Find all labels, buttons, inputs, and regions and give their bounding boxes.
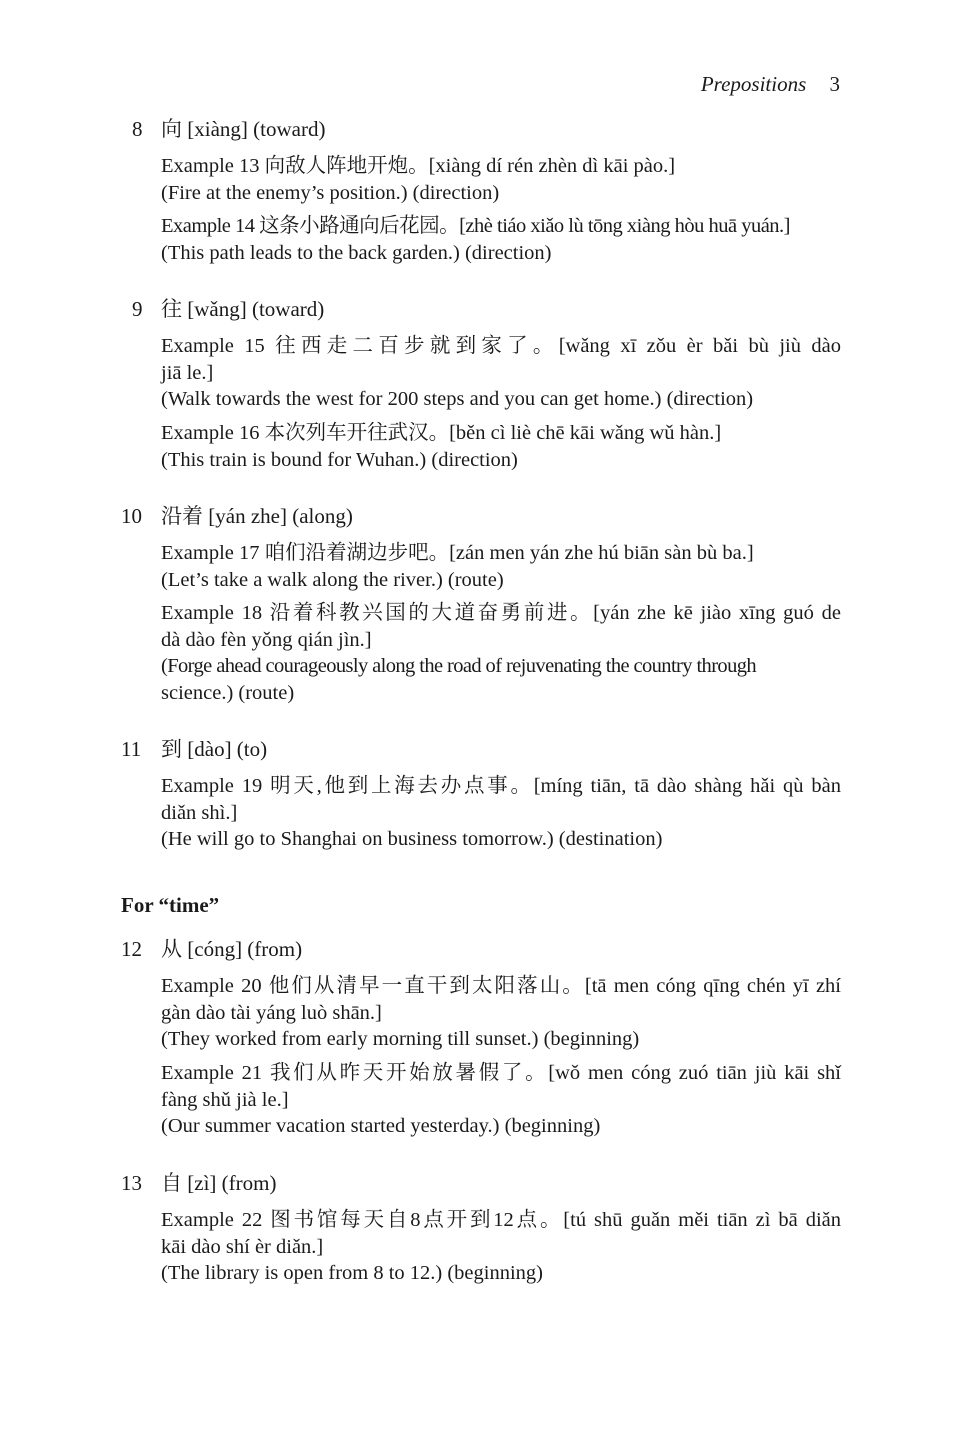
entry-heading-10: 10 沿着 [yán zhe] (along) (121, 504, 353, 528)
example-17: Example 17 咱们沿着湖边步吧。[zán men yán zhe hú biān sàn bù ba.] (Let’s take a walk along the river.) (route) (161, 542, 754, 591)
entry-heading-13: 13 自 [zì] (from) (121, 1171, 277, 1195)
chapter-title: Prepositions (700, 72, 807, 96)
example-18: Example 18 沿着科教兴国的大道奋勇前进。[yán zhe kē jiào xīng guó de dà dào fèn yǒng qián jìn.] (Forge ahead courageously along the road of rejuvenating the country through science.) (route) (161, 602, 841, 704)
entry-heading-12: 12 从 [cóng] (from) (121, 937, 303, 961)
page-number: 3 (829, 72, 840, 96)
example-21: Example 21 我们从昨天开始放暑假了。[wǒ men cóng zuó tiān jiù kāi shǐ fàng shǔ jià le.] (Our summer vacation started yesterday.) (beginning) (161, 1062, 841, 1137)
example-16: Example 16 本次列车开往武汉。[běn cì liè chē kāi wǎng wǔ hàn.] (This train is bound for Wuhan.) (direction) (161, 422, 722, 471)
example-13: Example 13 向敌人阵地开炮。[xiàng dí rén zhèn dì kāi pào.] (Fire at the enemy’s position.) (direction) (161, 155, 676, 204)
example-20: Example 20 他们从清早一直干到太阳落山。[tā men cóng qīng chén yī zhí gàn dào tài yáng luò shān.] (They worked from early morning till sunset.) (beginning) (161, 975, 841, 1050)
example-19: Example 19 明天,他到上海去办点事。[míng tiān, tā dào shàng hǎi qù bàn diǎn shì.] (He will go to Shanghai on business tomorrow.) (destination) (161, 775, 841, 850)
example-22: Example 22 图书馆每天自8点开到12点。[tú shū guǎn měi tiān zì bā diǎn kāi dào shí èr diǎn.] (The library is open from 8 to 12.) (beginning) (161, 1209, 841, 1284)
example-14: Example 14 这条小路通向后花园。[zhè tiáo xiǎo lù tōng xiàng hòu huā yuán.] (This path leads to the back garden.) (direction) (161, 215, 791, 264)
section-heading-time: For “time” (121, 893, 220, 917)
entry-heading-9: 9 往 [wǎng] (toward) (132, 297, 325, 321)
running-header (701, 72, 840, 97)
entry-heading-11: 11 到 [dào] (to) (121, 737, 268, 761)
entry-heading-8: 8 向 [xiàng] (toward) (132, 117, 326, 141)
example-15: Example 15 往西走二百步就到家了。[wǎng xī zǒu èr bǎi bù jiù dào jiā le.] (Walk towards the west for 200 steps and you can get home.) (direction) (161, 335, 841, 410)
